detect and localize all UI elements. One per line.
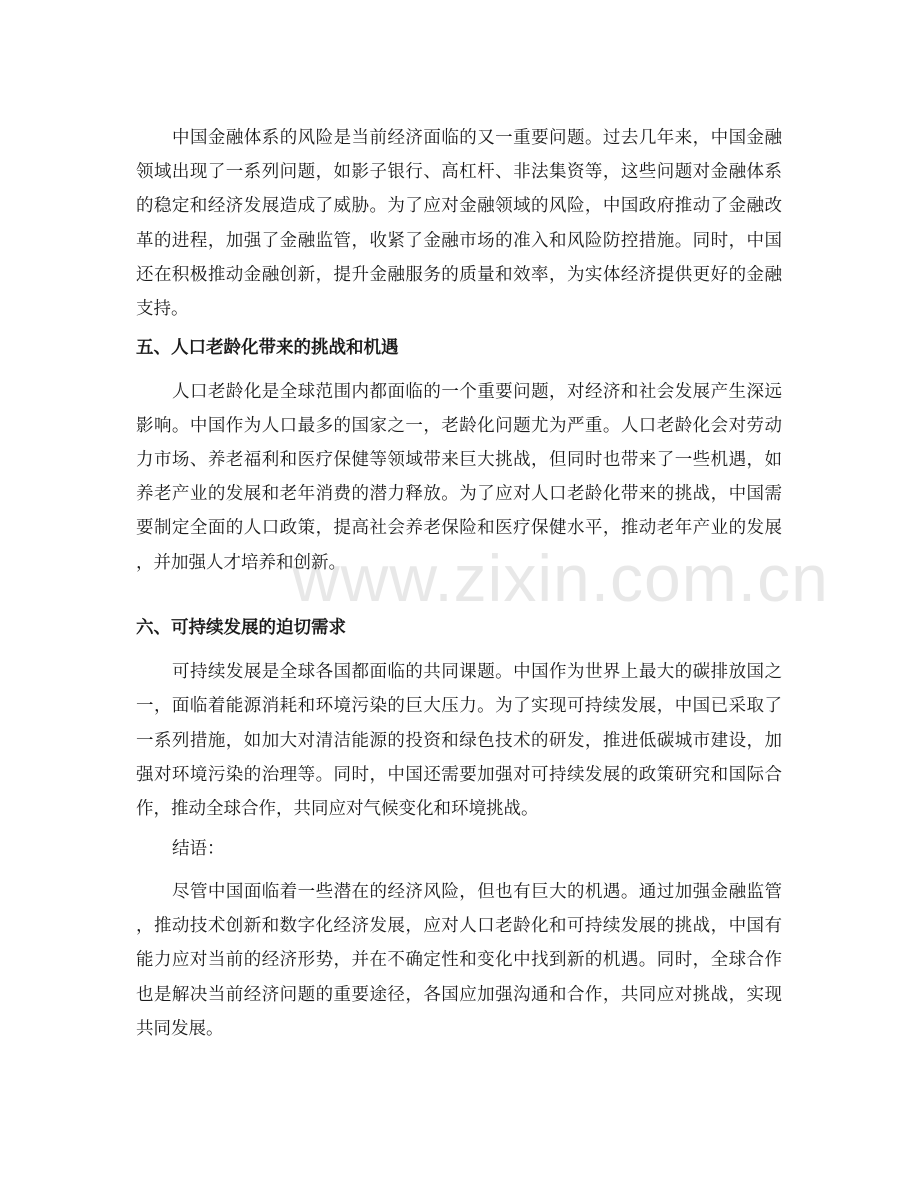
paragraph-line: 共同发展。 <box>136 1019 224 1039</box>
paragraph-line: 革的进程，加强了金融监管，收紧了金融市场的准入和风险防控措施。同时，中国 <box>136 231 782 251</box>
paragraph-line: 领域出现了一系列问题，如影子银行、高杠杆、非法集资等，这些问题对金融体系 <box>136 162 782 182</box>
paragraph-line: 结语： <box>172 839 225 859</box>
paragraph-line: 中国金融体系的风险是当前经济面临的又一重要问题。过去几年来，中国金融 <box>172 128 782 148</box>
section-heading: 五、人口老龄化带来的挑战和机遇 <box>136 338 399 358</box>
paragraph-line: 也是解决当前经济问题的重要途径，各国应加强沟通和合作，共同应对挑战，实现 <box>136 985 782 1005</box>
paragraph-line: 作，推动全球合作，共同应对气候变化和环境挑战。 <box>136 799 539 819</box>
paragraph-line: 支持。 <box>136 299 189 319</box>
paragraph-line: 人口老龄化是全球范围内都面临的一个重要问题，对经济和社会发展产生深远 <box>172 382 782 402</box>
paragraph-line: 可持续发展是全球各国都面临的共同课题。中国作为世界上最大的碳排放国之 <box>172 662 782 682</box>
paragraph-line: ，并加强人才培养和创新。 <box>136 553 346 573</box>
paragraph-line: 力市场、养老福利和医疗保健等领域带来巨大挑战，但同时也带来了一些机遇，如 <box>136 450 782 470</box>
watermark: www.zixin.com.cn <box>292 541 829 615</box>
paragraph-line: 要制定全面的人口政策，提高社会养老保险和医疗保健水平，推动老年产业的发展 <box>136 518 782 538</box>
paragraph-line: 一系列措施，如加大对清洁能源的投资和绿色技术的研发，推进低碳城市建设，加 <box>136 731 782 751</box>
paragraph-line: 强对环境污染的治理等。同时，中国还需要加强对可持续发展的政策研究和国际合 <box>136 765 782 785</box>
section-heading: 六、可持续发展的迫切需求 <box>136 618 346 638</box>
paragraph-line: 一，面临着能源消耗和环境污染的巨大压力。为了实现可持续发展，中国已采取了 <box>136 696 782 716</box>
paragraph-line: 能力应对当前的经济形势，并在不确定性和变化中找到新的机遇。同时，全球合作 <box>136 950 782 970</box>
paragraph-line: 养老产业的发展和老年消费的潜力释放。为了应对人口老龄化带来的挑战，中国需 <box>136 484 782 504</box>
paragraph-line: 影响。中国作为人口最多的国家之一，老龄化问题尤为严重。人口老龄化会对劳动 <box>136 416 782 436</box>
paragraph-line: 尽管中国面临着一些潜在的经济风险，但也有巨大的机遇。通过加强金融监管 <box>172 882 782 902</box>
paragraph-line: 还在积极推动金融创新，提升金融服务的质量和效率，为实体经济提供更好的金融 <box>136 265 782 285</box>
paragraph-line: 的稳定和经济发展造成了威胁。为了应对金融领域的风险，中国政府推动了金融改 <box>136 196 782 216</box>
paragraph-line: ，推动技术创新和数字化经济发展，应对人口老龄化和可持续发展的挑战，中国有 <box>136 916 782 936</box>
